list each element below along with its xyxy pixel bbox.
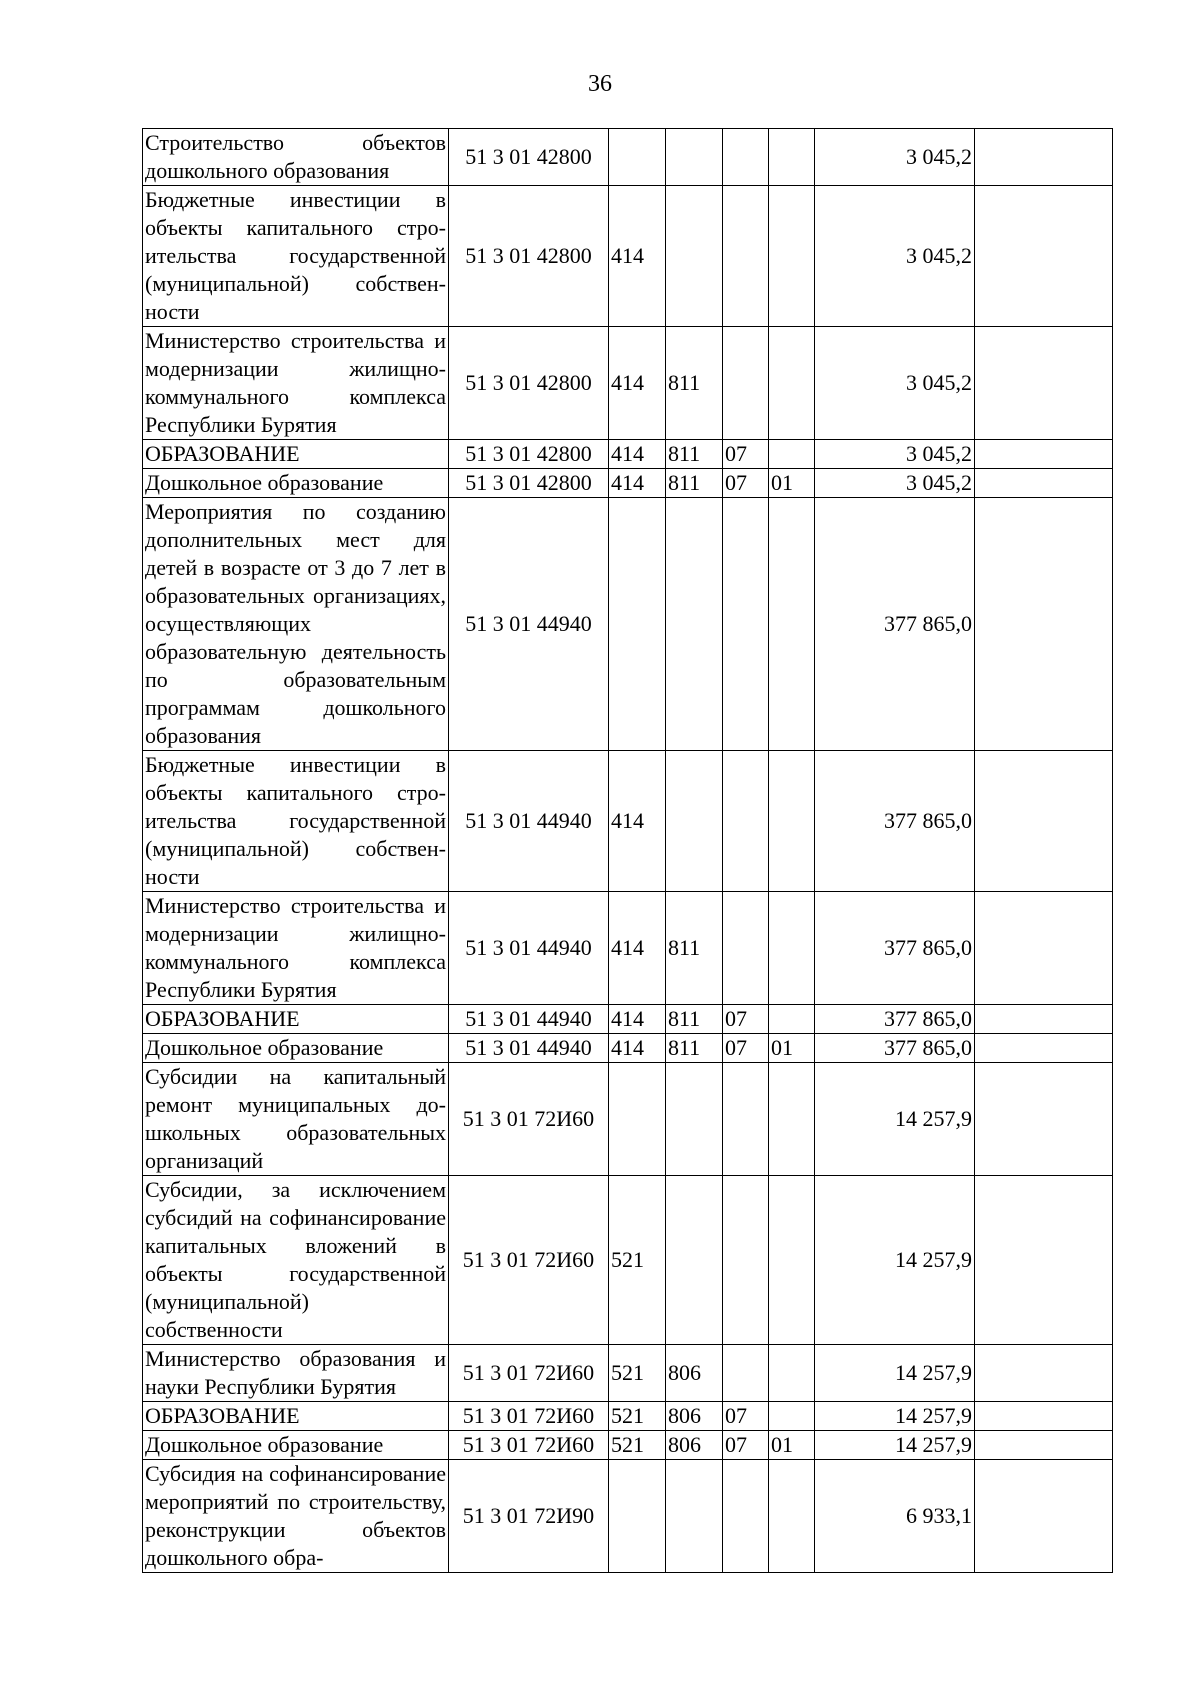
expense-type-cell: [609, 1063, 666, 1176]
extra-cell: [975, 1402, 1113, 1431]
extra-cell: [975, 469, 1113, 498]
table-row: [143, 327, 1113, 440]
table-row: [143, 892, 1113, 1005]
ministry-code-cell: 806: [666, 1431, 723, 1460]
section-cell: [723, 1460, 769, 1573]
amount-cell: 3 045,2: [815, 469, 975, 498]
target-code-cell: 51 3 01 42800: [449, 440, 609, 469]
section-cell: 07: [723, 1005, 769, 1034]
table-row: [143, 1431, 1113, 1460]
expense-type-cell: 414: [609, 440, 666, 469]
subsection-cell: [769, 1402, 815, 1431]
row-name-cell: Субсидии, за исключением субсидий на софинансирование капитальных вложений в объекты государственной (муниципальной) собственности: [143, 1176, 449, 1345]
amount-cell: 14 257,9: [815, 1345, 975, 1402]
ministry-code-cell: [666, 498, 723, 751]
table-row: [143, 129, 1113, 186]
table-row: [143, 1345, 1113, 1402]
expense-type-cell: 414: [609, 186, 666, 327]
subsection-cell: 01: [769, 1034, 815, 1063]
target-code-cell: 51 3 01 42800: [449, 129, 609, 186]
target-code-cell: 51 3 01 72И60: [449, 1176, 609, 1345]
row-name-cell: Мероприятия по созданию дополнительных мест для детей в возрасте от 3 до 7 лет в образовательных организациях, осуществляющих образовательную деятельность по образовательным программам дошкольного образования: [143, 498, 449, 751]
ministry-code-cell: [666, 751, 723, 892]
expense-type-cell: 521: [609, 1431, 666, 1460]
subsection-cell: [769, 129, 815, 186]
row-name-cell: Дошкольное образование: [143, 469, 449, 498]
subsection-cell: [769, 327, 815, 440]
amount-cell: 14 257,9: [815, 1063, 975, 1176]
extra-cell: [975, 498, 1113, 751]
amount-cell: 14 257,9: [815, 1431, 975, 1460]
row-name-cell: Министерство строительства и модернизации жилищно-коммунального комплекса Республики Бурятия: [143, 892, 449, 1005]
subsection-cell: 01: [769, 1431, 815, 1460]
table-row: [143, 469, 1113, 498]
target-code-cell: 51 3 01 44940: [449, 751, 609, 892]
section-cell: 07: [723, 469, 769, 498]
table-row: [143, 1005, 1113, 1034]
ministry-code-cell: [666, 1176, 723, 1345]
section-cell: [723, 751, 769, 892]
page-number: 36: [588, 71, 612, 97]
target-code-cell: 51 3 01 72И60: [449, 1431, 609, 1460]
ministry-code-cell: [666, 186, 723, 327]
ministry-code-cell: 811: [666, 440, 723, 469]
target-code-cell: 51 3 01 42800: [449, 327, 609, 440]
table-row: [143, 1063, 1113, 1176]
section-cell: [723, 498, 769, 751]
ministry-code-cell: 811: [666, 892, 723, 1005]
target-code-cell: 51 3 01 44940: [449, 498, 609, 751]
subsection-cell: [769, 892, 815, 1005]
table-row: [143, 440, 1113, 469]
expense-type-cell: [609, 129, 666, 186]
target-code-cell: 51 3 01 72И60: [449, 1402, 609, 1431]
amount-cell: 3 045,2: [815, 129, 975, 186]
row-name-cell: Дошкольное образование: [143, 1034, 449, 1063]
table-row: [143, 1460, 1113, 1573]
ministry-code-cell: 811: [666, 327, 723, 440]
table-row: [143, 1034, 1113, 1063]
row-name-cell: Субсидии на капитальный ремонт муниципальных дошкольных образовательных организаций: [143, 1063, 449, 1176]
expense-type-cell: 414: [609, 1005, 666, 1034]
subsection-cell: [769, 1176, 815, 1345]
expense-type-cell: 414: [609, 469, 666, 498]
extra-cell: [975, 1460, 1113, 1573]
row-name-cell: Строительство объектов дошкольного образования: [143, 129, 449, 186]
row-name-cell: Министерство образования и науки Республики Бурятия: [143, 1345, 449, 1402]
row-name-cell: Бюджетные инвестиции в объекты капитального строительства государственной (муниципальной) собственности: [143, 186, 449, 327]
budget-table: [142, 128, 1113, 1573]
row-name-cell: ОБРАЗОВАНИЕ: [143, 1402, 449, 1431]
row-name-cell: Дошкольное образование: [143, 1431, 449, 1460]
subsection-cell: [769, 1005, 815, 1034]
row-name-cell: Бюджетные инвестиции в объекты капитального строительства государственной (муниципальной) собственности: [143, 751, 449, 892]
expense-type-cell: 414: [609, 327, 666, 440]
extra-cell: [975, 1005, 1113, 1034]
row-name-cell: Министерство строительства и модернизации жилищно-коммунального комплекса Республики Бурятия: [143, 327, 449, 440]
ministry-code-cell: [666, 129, 723, 186]
amount-cell: 377 865,0: [815, 1034, 975, 1063]
section-cell: 07: [723, 1402, 769, 1431]
extra-cell: [975, 1176, 1113, 1345]
target-code-cell: 51 3 01 42800: [449, 469, 609, 498]
expense-type-cell: [609, 498, 666, 751]
ministry-code-cell: [666, 1460, 723, 1573]
expense-type-cell: 521: [609, 1345, 666, 1402]
row-name-cell: ОБРАЗОВАНИЕ: [143, 1005, 449, 1034]
amount-cell: 6 933,1: [815, 1460, 975, 1573]
target-code-cell: 51 3 01 44940: [449, 892, 609, 1005]
amount-cell: 3 045,2: [815, 440, 975, 469]
ministry-code-cell: 806: [666, 1345, 723, 1402]
amount-cell: 377 865,0: [815, 1005, 975, 1034]
subsection-cell: 01: [769, 469, 815, 498]
extra-cell: [975, 440, 1113, 469]
extra-cell: [975, 1345, 1113, 1402]
subsection-cell: [769, 440, 815, 469]
expense-type-cell: 414: [609, 751, 666, 892]
section-cell: [723, 892, 769, 1005]
table-row: [143, 1176, 1113, 1345]
expense-type-cell: [609, 1460, 666, 1573]
ministry-code-cell: 811: [666, 1034, 723, 1063]
ministry-code-cell: 806: [666, 1402, 723, 1431]
section-cell: [723, 1176, 769, 1345]
expense-type-cell: 521: [609, 1176, 666, 1345]
subsection-cell: [769, 1063, 815, 1176]
table-row: [143, 498, 1113, 751]
extra-cell: [975, 327, 1113, 440]
subsection-cell: [769, 498, 815, 751]
expense-type-cell: 414: [609, 892, 666, 1005]
amount-cell: 377 865,0: [815, 892, 975, 1005]
target-code-cell: 51 3 01 72И60: [449, 1063, 609, 1176]
extra-cell: [975, 129, 1113, 186]
section-cell: [723, 129, 769, 186]
extra-cell: [975, 751, 1113, 892]
section-cell: [723, 186, 769, 327]
target-code-cell: 51 3 01 72И60: [449, 1345, 609, 1402]
section-cell: 07: [723, 1034, 769, 1063]
subsection-cell: [769, 186, 815, 327]
amount-cell: 14 257,9: [815, 1402, 975, 1431]
table-row: [143, 186, 1113, 327]
row-name-cell: Субсидия на софинансирование мероприятий по строительству, реконструкции объектов дошкольного обра-: [143, 1460, 449, 1573]
amount-cell: 377 865,0: [815, 498, 975, 751]
subsection-cell: [769, 1345, 815, 1402]
section-cell: 07: [723, 1431, 769, 1460]
amount-cell: 3 045,2: [815, 327, 975, 440]
amount-cell: 14 257,9: [815, 1176, 975, 1345]
extra-cell: [975, 1063, 1113, 1176]
amount-cell: 377 865,0: [815, 751, 975, 892]
table-row: [143, 751, 1113, 892]
extra-cell: [975, 1034, 1113, 1063]
target-code-cell: 51 3 01 72И90: [449, 1460, 609, 1573]
expense-type-cell: 521: [609, 1402, 666, 1431]
section-cell: [723, 327, 769, 440]
target-code-cell: 51 3 01 42800: [449, 186, 609, 327]
extra-cell: [975, 1431, 1113, 1460]
expense-type-cell: 414: [609, 1034, 666, 1063]
table-row: [143, 1402, 1113, 1431]
ministry-code-cell: [666, 1063, 723, 1176]
subsection-cell: [769, 1460, 815, 1573]
target-code-cell: 51 3 01 44940: [449, 1034, 609, 1063]
section-cell: [723, 1345, 769, 1402]
section-cell: [723, 1063, 769, 1176]
subsection-cell: [769, 751, 815, 892]
ministry-code-cell: 811: [666, 1005, 723, 1034]
section-cell: 07: [723, 440, 769, 469]
amount-cell: 3 045,2: [815, 186, 975, 327]
row-name-cell: ОБРАЗОВАНИЕ: [143, 440, 449, 469]
target-code-cell: 51 3 01 44940: [449, 1005, 609, 1034]
extra-cell: [975, 892, 1113, 1005]
ministry-code-cell: 811: [666, 469, 723, 498]
extra-cell: [975, 186, 1113, 327]
table-body: [143, 129, 1113, 1573]
